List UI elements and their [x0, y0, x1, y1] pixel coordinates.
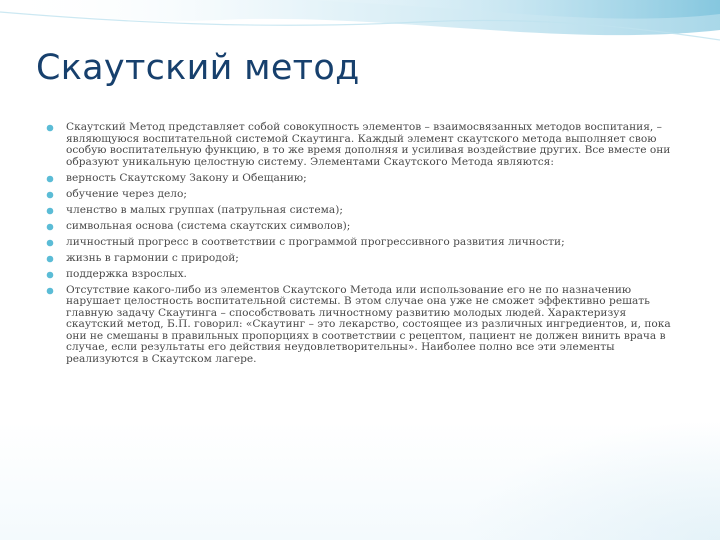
- bullet-item: [46, 253, 686, 265]
- bullet-marker-icon: [46, 287, 54, 295]
- bullet-text: жизнь в гармонии с природой;: [66, 251, 239, 264]
- bullet-marker-icon: [46, 223, 54, 231]
- slide-title: Скаутский метод: [36, 48, 360, 88]
- bullet-item: [46, 285, 686, 366]
- bullet-list: [46, 122, 686, 365]
- corner-shade-decoration: [460, 420, 720, 540]
- bullet-marker-icon: [46, 191, 54, 199]
- bullet-item: [46, 173, 686, 185]
- bullet-item: [46, 221, 686, 233]
- bullet-text: Отсутствие какого-либо из элементов Скаутского Метода или использование его не по назначению нарушает целостность воспитательной системы. В этом случае она уже не сможет эффективно решать главную задачу Скаутинга – способствовать личностному развитию молодых людей. Характеризуя скаутский метод, Б.П. говорил: «Скаутинг – это лекарство, состоящее из различных ингредиентов, и, пока они не смешаны в правильных пропорциях в соответствии с рецептом, пациент не должен винить врача в случае, если результаты его действия неудовлетворительны». Наиболее полно все эти элементы реализуются в Скаутском лагере.: [66, 283, 671, 365]
- bullet-marker-icon: [46, 175, 54, 183]
- bullet-item: [46, 122, 686, 168]
- bullet-text: членство в малых группах (патрульная система);: [66, 203, 343, 216]
- bullet-marker-icon: [46, 255, 54, 263]
- bullet-text: поддержка взрослых.: [66, 267, 187, 280]
- bullet-marker-icon: [46, 207, 54, 215]
- slide-content: [46, 122, 686, 370]
- bullet-marker-icon: [46, 239, 54, 247]
- bullet-item: [46, 205, 686, 217]
- bullet-text: обучение через дело;: [66, 187, 187, 200]
- bullet-marker-icon: [46, 124, 54, 132]
- bullet-marker-icon: [46, 271, 54, 279]
- bullet-text: символьная основа (система скаутских символов);: [66, 219, 351, 232]
- bullet-item: [46, 189, 686, 201]
- bullet-text: Скаутский Метод представляет собой совокупность элементов – взаимосвязанных методов воспитания, – являющуюся воспитательной системой Скаутинга. Каждый элемент скаутского метода выполняет свою особую воспитательную функцию, в то же время дополняя и усиливая воздействие других. Все вместе они образуют уникальную целостную систему. Элементами Скаутского Метода являются:: [66, 121, 671, 168]
- bullet-text: личностный прогресс в соответствии с программой прогрессивного развития личности;: [66, 235, 565, 248]
- bullet-text: верность Скаутскому Закону и Обещанию;: [66, 171, 307, 184]
- bullet-item: [46, 269, 686, 281]
- bullet-item: [46, 237, 686, 249]
